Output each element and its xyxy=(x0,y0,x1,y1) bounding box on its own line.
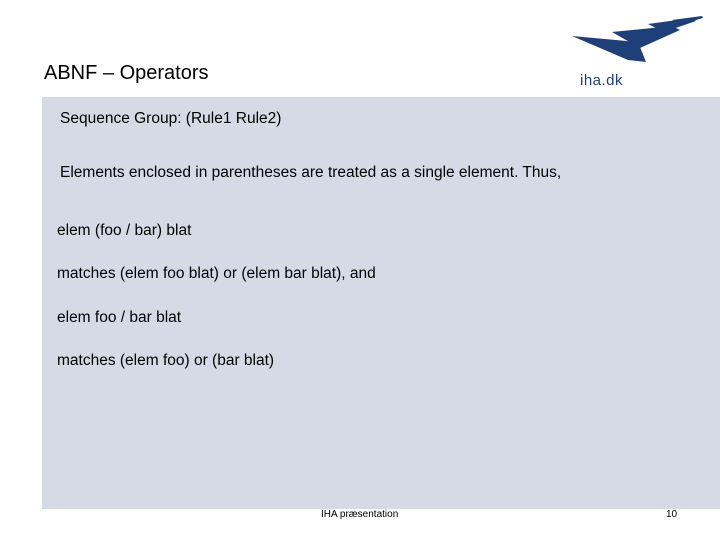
subheading: Sequence Group: (Rule1 Rule2) xyxy=(60,110,282,127)
logo-text: iha.dk xyxy=(580,72,624,89)
iha-logo xyxy=(568,14,708,94)
example-line: matches (elem foo) or (bar blat) xyxy=(57,352,275,369)
example-line: elem (foo / bar) blat xyxy=(57,222,192,239)
footer-label: IHA præsentation xyxy=(321,509,399,520)
logo-wing-icon xyxy=(568,14,708,76)
intro-text: Elements enclosed in parentheses are treated as a single element. Thus, xyxy=(60,164,562,181)
page-number: 10 xyxy=(666,509,678,520)
content-panel xyxy=(42,97,720,509)
example-line: matches (elem foo blat) or (elem bar blat), and xyxy=(57,265,376,282)
example-line: elem foo / bar blat xyxy=(57,309,182,326)
slide-title: ABNF – Operators xyxy=(44,62,209,84)
